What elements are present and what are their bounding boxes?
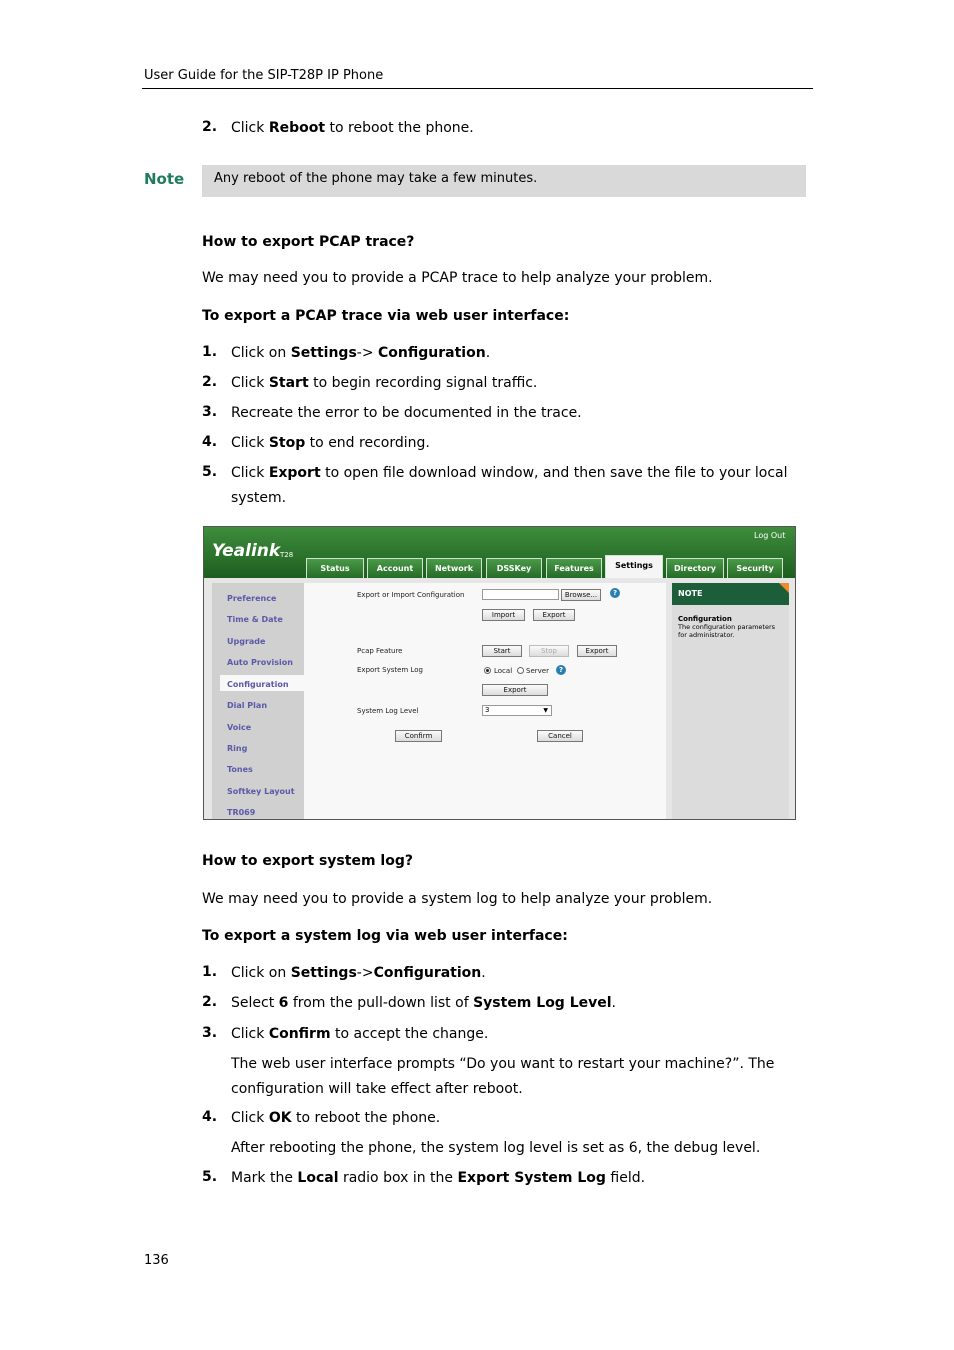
step-number: 4. [202,434,218,450]
export-config-button[interactable]: Export [533,609,575,621]
syslog-heading: How to export system log? [202,853,413,869]
step-text: Click OK to reboot the phone. [231,1110,441,1126]
sidebar-item-ring[interactable]: Ring [227,744,248,753]
sidebar-item-voice[interactable]: Voice [227,723,252,732]
sidebar-item-auto-provision[interactable]: Auto Provision [227,658,293,667]
export-import-label: Export or Import Configuration [357,591,465,599]
tab-features[interactable]: Features [546,558,602,578]
yealink-logo: Yealink [212,541,281,561]
note-panel-header: NOTE [672,583,789,605]
note-panel [672,583,789,820]
step-number: 4. [202,1109,218,1125]
step-text: Click Start to begin recording signal traffic. [231,375,538,391]
step-text: Click Reboot to reboot the phone. [231,120,474,136]
top-bar [204,527,795,578]
pcap-intro: We may need you to provide a PCAP trace to help analyze your problem. [202,270,713,286]
sidebar-item-tones[interactable]: Tones [227,765,253,774]
sidebar-item-time-date[interactable]: Time & Date [227,615,283,624]
step-paragraph: configuration will take effect after reboot. [231,1081,523,1097]
pcap-heading: How to export PCAP trace? [202,234,415,250]
chevron-down-icon: ▼ [543,707,548,714]
running-header: User Guide for the SIP-T28P IP Phone [144,68,384,83]
server-radio-label: Server [526,667,549,675]
step-paragraph: After rebooting the phone, the system log level is set as 6, the debug level. [231,1140,761,1156]
tab-status[interactable]: Status [306,558,364,578]
sidebar-item-configuration[interactable]: Configuration [227,680,289,689]
tab-network[interactable]: Network [426,558,482,578]
step-text: Mark the Local radio box in the Export System Log field. [231,1170,646,1186]
step-number: 3. [202,404,218,420]
model-label: T28 [280,551,294,559]
tab-settings[interactable]: Settings [605,555,663,578]
step-number: 1. [202,344,218,360]
step-number: 5. [202,464,218,480]
system-log-level-label: System Log Level [357,707,419,715]
help-icon[interactable]: ? [610,588,620,598]
tab-account[interactable]: Account [367,558,423,578]
sidebar-item-upgrade[interactable]: Upgrade [227,637,266,646]
sidebar-item-dial-plan[interactable]: Dial Plan [227,701,268,710]
sidebar-item-preference[interactable]: Preference [227,594,277,603]
logout-link[interactable]: Log Out [754,531,786,540]
export-log-button[interactable]: Export [482,684,548,696]
start-button[interactable]: Start [482,645,522,657]
help-icon[interactable]: ? [556,665,566,675]
sidebar-item-tr069[interactable]: TR069 [227,808,256,817]
note-label: Note [144,170,185,188]
step-number: 1. [202,964,218,980]
export-pcap-button[interactable]: Export [577,645,617,657]
local-radio-label: Local [494,667,513,675]
log-level-select[interactable]: 3 ▼ [482,705,552,716]
tab-dsskey[interactable]: DSSKey [486,558,542,578]
step-text: Click Stop to end recording. [231,435,430,451]
page-number: 136 [144,1253,169,1268]
step-text: Select 6 from the pull-down list of System Log Level. [231,995,616,1011]
step-text: Click Confirm to accept the change. [231,1026,489,1042]
note-panel-description: The configuration parameters for administrator. [678,623,776,639]
tab-directory[interactable]: Directory [666,558,724,578]
stop-button[interactable]: Stop [529,645,569,657]
note-corner-icon [779,583,789,593]
server-radio[interactable] [517,667,524,674]
step-text-continued: system. [231,490,287,506]
note-panel-title: Configuration [678,615,732,623]
import-button[interactable]: Import [482,609,525,621]
step-text: Click on Settings-> Configuration. [231,345,491,361]
pcap-subheading: To export a PCAP trace via web user interface: [202,308,570,324]
note-text: Any reboot of the phone may take a few minutes. [214,171,538,186]
cancel-button[interactable]: Cancel [537,730,583,742]
step-text: Click Export to open file download window, and then save the file to your local [231,465,788,481]
browse-button[interactable]: Browse... [561,589,601,601]
step-number: 2. [202,994,218,1010]
web-ui-screenshot [203,526,796,820]
confirm-button[interactable]: Confirm [395,730,442,742]
syslog-subheading: To export a system log via web user interface: [202,928,568,944]
export-system-log-label: Export System Log [357,666,423,674]
step-text: Click on Settings->Configuration. [231,965,486,981]
step-number: 5. [202,1169,218,1185]
step-paragraph: The web user interface prompts “Do you want to restart your machine?”. The [231,1056,775,1072]
syslog-intro: We may need you to provide a system log to help analyze your problem. [202,891,713,907]
local-radio[interactable] [484,667,491,674]
pcap-feature-label: Pcap Feature [357,647,403,655]
step-number: 3. [202,1025,218,1041]
step-number: 2. [202,374,218,390]
step-number: 2. [202,119,218,135]
tab-security[interactable]: Security [727,558,783,578]
file-path-input[interactable] [482,589,559,600]
sidebar-item-softkey-layout[interactable]: Softkey Layout [227,787,295,796]
header-rule [142,88,813,89]
step-text: Recreate the error to be documented in the trace. [231,405,582,421]
